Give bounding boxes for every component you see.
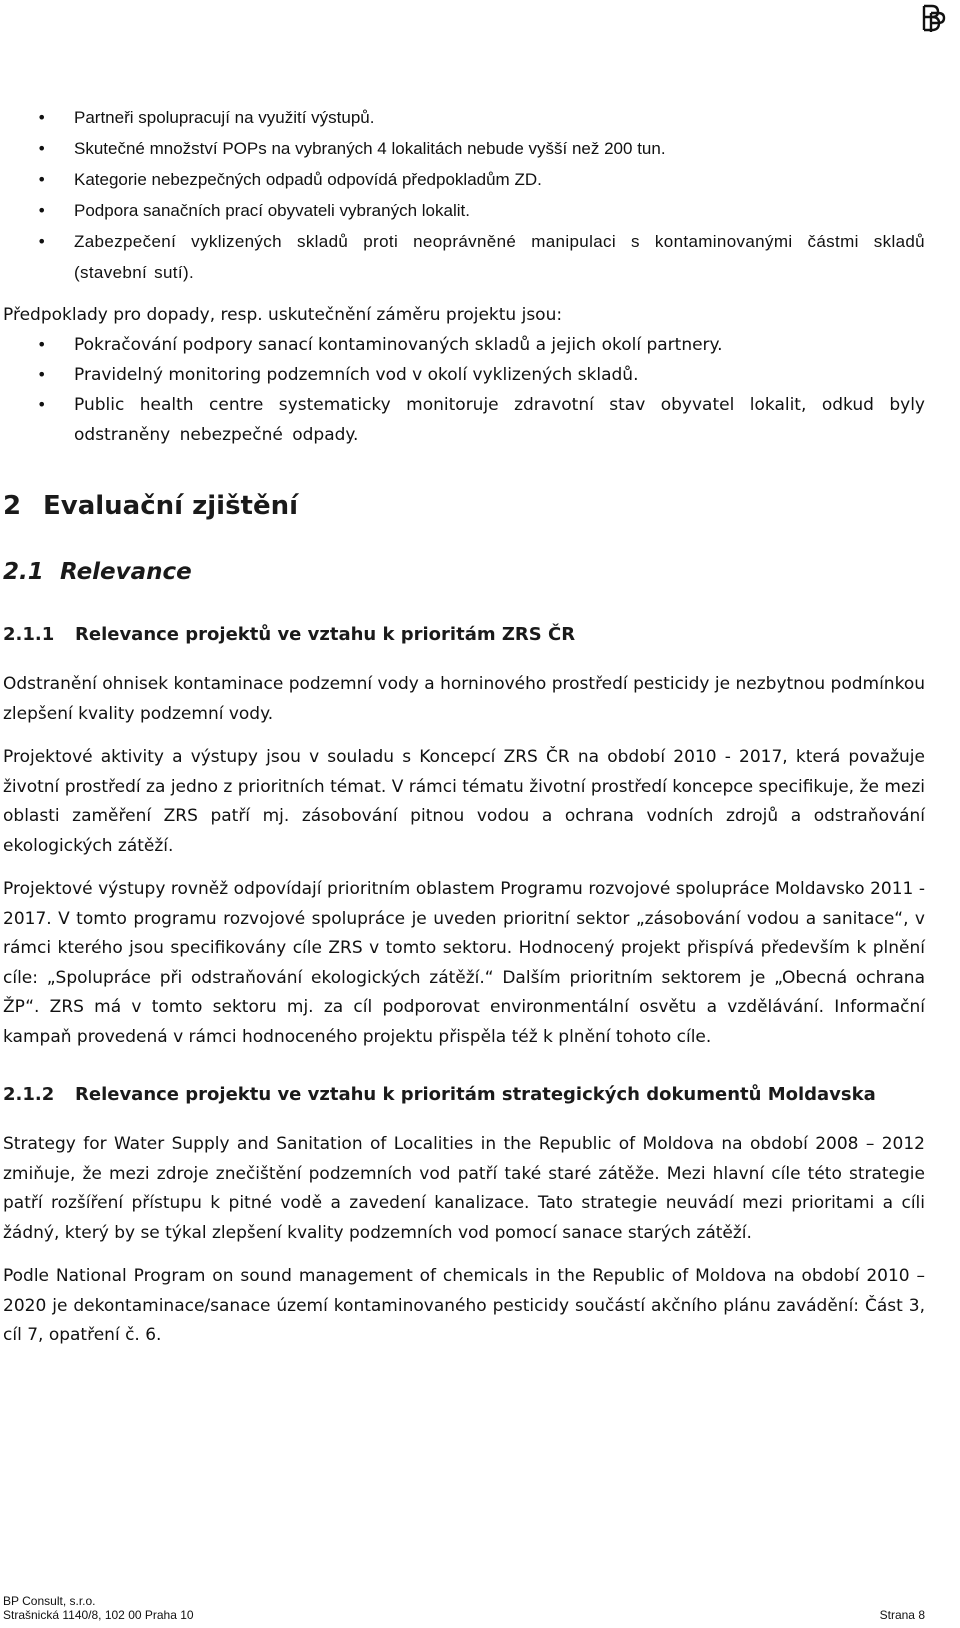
list-item: • Skutečné množství POPs na vybraných 4 lokalitách nebude vyšší než 200 tun. — [3, 133, 925, 164]
heading-title: Evaluační zjištění — [43, 491, 299, 521]
company-logo — [921, 4, 947, 34]
paragraph: Strategy for Water Supply and Sanitation of Localities in the Republic of Moldova na období 2008 – 2012 zmiňuje, že mezi zdroje znečištění podzemních vod patří také staré zátěže. Mezi hlavní cíle této strategie patří rozšíření přístupu k pitné vodě a zavedení kanalizace. Tato strategie neuvádí mezi prioritami a cíli žádný, který by se týkal zlepšení kvality podzemních vod pomocí sanace starých zátěží. — [3, 1134, 925, 1243]
heading-number: 2.1.2 — [3, 1084, 55, 1105]
heading-2-1 — [3, 554, 925, 590]
page-footer — [3, 1594, 925, 1622]
heading-2-1-1 — [3, 620, 925, 650]
list-item: • Podpora sanačních prací obyvateli vybraných lokalit. — [3, 195, 925, 226]
list-item: • Partneři spolupracují na využití výstupů. — [3, 102, 925, 133]
list-item: • Public health centre systematicky monitoruje zdravotní stav obyvatel lokalit, odkud byly odstraněny nebezpečné odpady. — [3, 390, 925, 450]
list-item: • Kategorie nebezpečných odpadů odpovídá předpokladům ZD. — [3, 164, 925, 195]
list-item: • Zabezpečení vyklizených skladů proti neoprávněné manipulaci s kontaminovanými částmi skladů (stavební sutí). — [3, 226, 925, 288]
outputs-assumptions-list — [3, 102, 925, 288]
footer-company: BP Consult, s.r.o. — [3, 1594, 96, 1608]
impact-assumptions-list — [3, 330, 925, 450]
list-item: • Pokračování podpory sanací kontaminovaných skladů a jejich okolí partnery. — [3, 330, 925, 360]
heading-title: Relevance projektu ve vztahu k prioritám strategických dokumentů Moldavska — [75, 1084, 876, 1105]
paragraph: Projektové aktivity a výstupy jsou v souladu s Koncepcí ZRS ČR na období 2010 - 2017, která považuje životní prostředí za jedno z prioritních témat. V rámci tématu životní prostředí koncepce specifikuje, že mezi oblasti zaměření ZRS patří mj. zásobování pitnou vodou a ochrana vodních zdrojů a odstraňování ekologických zátěží. — [3, 747, 925, 856]
heading-number: 2.1 — [3, 559, 44, 585]
paragraph: Projektové výstupy rovněž odpovídají prioritním oblastem Programu rozvojové spolupráce Moldavsko 2011 - 2017. V tomto programu rozvojové spolupráce je uveden prioritní sektor „zásobování vodou a sanitace“, v rámci kterého jsou specifikovány cíle ZRS v tomto sektoru. Hodnocený projekt přispívá především k plnění cíle: „Spolupráce při odstraňování ekologických zátěží.“ Dalším prioritním sektorem je „Obecná ochrana ŽP“. ZRS má v tomto sektoru mj. za cíl podporovat environmentální osvětu a vzdělávání. Informační kampaň provedená v rámci hodnoceného projektu přispěla též k plnění tohoto cíle. — [3, 879, 925, 1047]
heading-number: 2 — [3, 491, 22, 521]
paragraph: Odstranění ohnisek kontaminace podzemní vody a horninového prostředí pesticidy je nezbytnou podmínkou zlepšení kvality podzemní vody. — [3, 674, 925, 724]
page-number: Strana 8 — [879, 1608, 925, 1622]
assumptions-intro: Předpoklady pro dopady, resp. uskutečnění záměru projektu jsou: — [3, 305, 563, 325]
heading-title: Relevance projektů ve vztahu k prioritám ZRS ČR — [75, 624, 576, 645]
document-page — [3, 100, 925, 1351]
paragraph: Podle National Program on sound management of chemicals in the Republic of Moldova na období 2010 – 2020 je dekontaminace/sanace území kontaminovaného pesticidy součástí akčního plánu zavádění: Část 3, cíl 7, opatření č. 6. — [3, 1266, 925, 1345]
heading-title: Relevance — [60, 559, 192, 585]
heading-number: 2.1.1 — [3, 624, 55, 645]
footer-address: Strašnická 1140/8, 102 00 Praha 10 — [3, 1608, 194, 1622]
list-item: • Pravidelný monitoring podzemních vod v okolí vyklizených skladů. — [3, 360, 925, 390]
heading-2-1-2 — [3, 1080, 925, 1110]
heading-2 — [3, 486, 925, 526]
